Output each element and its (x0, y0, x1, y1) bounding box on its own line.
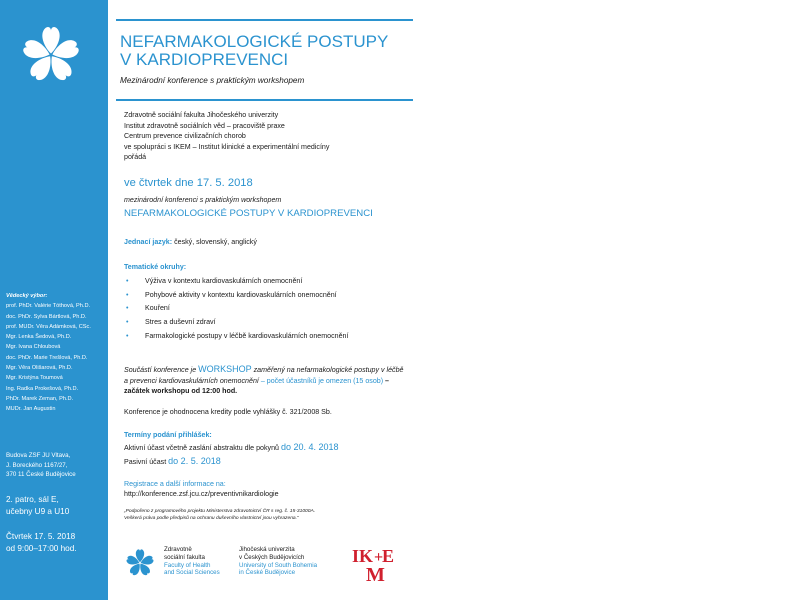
event-intro: mezinárodní konferenci s praktickým workshopem (124, 196, 282, 204)
footnote-line: „Podpořeno z programového projektu Ministerstva zdravotnictví ČR s reg. č. 15-31000A. (124, 509, 316, 514)
committee-member: doc. PhDr. Sylva Bártlová, Ph.D. (6, 313, 87, 320)
bullet-icon: • (126, 331, 129, 340)
workshop-capacity: – počet účastníků je omezen (15 osob) (258, 376, 384, 385)
committee-member: prof. MUDr. Věra Adámková, CSc. (6, 323, 91, 330)
organizers (124, 110, 414, 163)
room-line: učebny U9 a U10 (6, 506, 70, 516)
registration-link[interactable]: http://konference.zsf.jcu.cz/preventivnikardiologie (124, 490, 279, 498)
svg-text:IK: IK (352, 546, 374, 566)
committee-member: doc. PhDr. Marie Trešlová, Ph.D. (6, 354, 88, 361)
time-line: Čtvrtek 17. 5. 2018 (6, 532, 76, 541)
credits-note: Konference je ohodnocena kredity podle vyhlášky č. 321/2008 Sb. (124, 408, 332, 416)
workshop-text: zaměřený na nefarmakologické postupy v léčbě a prevenci kardiovaskulárních onemocnění (124, 366, 404, 385)
bullet-icon: • (126, 290, 129, 299)
zsf-name-line: sociální fakulta (164, 553, 205, 561)
workshop-paragraph (124, 364, 406, 397)
scientific-committee (6, 291, 106, 415)
time-line: od 9:00–17:00 hod. (6, 543, 77, 553)
topic-label: Stres a duševní zdraví (145, 318, 216, 327)
page-subtitle: Mezinárodní konference s praktickým workshopem (120, 76, 305, 85)
top-divider (116, 19, 413, 21)
deadlines-heading: Termíny podání přihlášek: (124, 431, 212, 439)
jcu-name-line: in České Budějovice (239, 569, 296, 577)
language-label: Jednací jazyk: (124, 238, 173, 246)
deadline-label: Aktivní účast včetně zaslání abstraktu dle pokynů (124, 444, 281, 452)
committee-member: PhDr. Marek Zeman, Ph.D. (6, 395, 74, 402)
event-date: ve čtvrtek dne 17. 5. 2018 (124, 177, 253, 189)
footnote-line: Veškerá práva podle předpisů na ochranu duševního vlastnictví jsou vyhrazena." (124, 516, 299, 522)
bullet-icon: • (126, 318, 129, 327)
jcu-name-line: Jihočeská univerzita (239, 546, 295, 553)
organizer-line: ve spolupráci s IKEM – Institut klinické a experimentální medicíny (124, 142, 330, 151)
deadline-active (124, 442, 339, 454)
zsf-logo-icon (122, 545, 158, 581)
title-line: NEFARMAKOLOGICKÉ POSTUPY (120, 32, 389, 51)
funding-footnote (124, 508, 409, 523)
organizer-line: Institut zdravotně sociálních věd – pracoviště praxe (124, 121, 285, 130)
language-value: český, slovenský, anglický (172, 238, 257, 246)
topics-list (124, 276, 394, 344)
list-item (124, 276, 394, 287)
page-title (120, 33, 415, 69)
sidebar (0, 0, 108, 600)
topic-label: Výživa v kontextu kardiovaskulárních onemocnění (145, 277, 303, 285)
organizer-line: pořádá (124, 153, 147, 161)
zsf-name (164, 546, 220, 577)
organizer-line: Zdravotně sociální fakulta Jihočeského univerzity (124, 111, 279, 119)
deadline-date: do 20. 4. 2018 (280, 442, 339, 452)
venue-room (6, 494, 69, 517)
committee-member: Mgr. Věra Olišarová, Ph.D. (6, 365, 73, 372)
event-time (6, 531, 77, 554)
jcu-name-line: v Českých Budějovicích (239, 553, 305, 561)
svg-text:M: M (366, 564, 385, 583)
committee-member: prof. PhDr. Valérie Tóthová, Ph.D. (6, 303, 91, 310)
deadline-passive (124, 456, 221, 468)
workshop-start: – začátek workshopu od 12:00 hod. (124, 376, 389, 396)
deadline-date: do 2. 5. 2018 (168, 456, 221, 466)
bullet-icon: • (126, 277, 129, 285)
zsf-name-line: Faculty of Health (164, 561, 211, 569)
committee-member: MUDr. Jan Augustin (6, 406, 56, 413)
topics-heading: Tematické okruhy: (124, 263, 187, 271)
zsf-name-line: Zdravotně (164, 546, 192, 553)
venue-line: Budova ZSF JU Vltava, (6, 452, 71, 459)
venue-line: J. Boreckého 1167/27, (6, 461, 68, 469)
room-line: 2. patro, sál E, (6, 495, 59, 504)
workshop-text: Součástí konference je (124, 366, 199, 374)
topic-label: Kouření (145, 304, 170, 313)
committee-member: Mgr. Kristýna Toumová (6, 375, 63, 382)
conference-name: NEFARMAKOLOGICKÉ POSTUPY V KARDIOPREVENCI (124, 208, 373, 219)
header-divider (116, 99, 413, 101)
committee-heading: Vědecký výbor: (6, 293, 48, 299)
language-row (124, 237, 257, 248)
jcu-name (239, 546, 317, 577)
heart-flower-logo-icon (14, 18, 88, 92)
list-item (124, 331, 365, 342)
svg-text:+: + (374, 549, 384, 566)
venue-line: 370 11 České Budějovice (6, 471, 76, 478)
committee-member: Ing. Radka Prokešová, Ph.D. (6, 385, 79, 392)
ikem-logo-icon (352, 545, 394, 583)
topic-label: Farmakologické postupy v léčbě kardiovaskulárních onemocnění (145, 331, 349, 340)
venue-address (6, 451, 76, 480)
title-line: V KARDIOPREVENCI (120, 50, 289, 69)
committee-member: Mgr. Lenka Šedová, Ph.D. (6, 334, 72, 341)
list-item (124, 317, 394, 328)
registration-heading: Registrace a další informace na: (124, 480, 226, 488)
list-item (124, 290, 394, 301)
organizer-line: Centrum prevence civilizačních chorob (124, 132, 246, 140)
committee-member: Mgr. Ivana Chloubová (6, 344, 61, 351)
list-item (124, 303, 394, 314)
zsf-name-line: and Social Sciences (164, 569, 220, 577)
bullet-icon: • (126, 304, 129, 313)
svg-text:E: E (382, 546, 394, 566)
deadline-label: Pasivní účast (124, 458, 169, 466)
jcu-name-line: University of South Bohemia (239, 561, 318, 569)
workshop-word: WORKSHOP (198, 364, 252, 374)
topic-label: Pohybové aktivity v kontextu kardiovaskulárních onemocnění (145, 290, 337, 299)
